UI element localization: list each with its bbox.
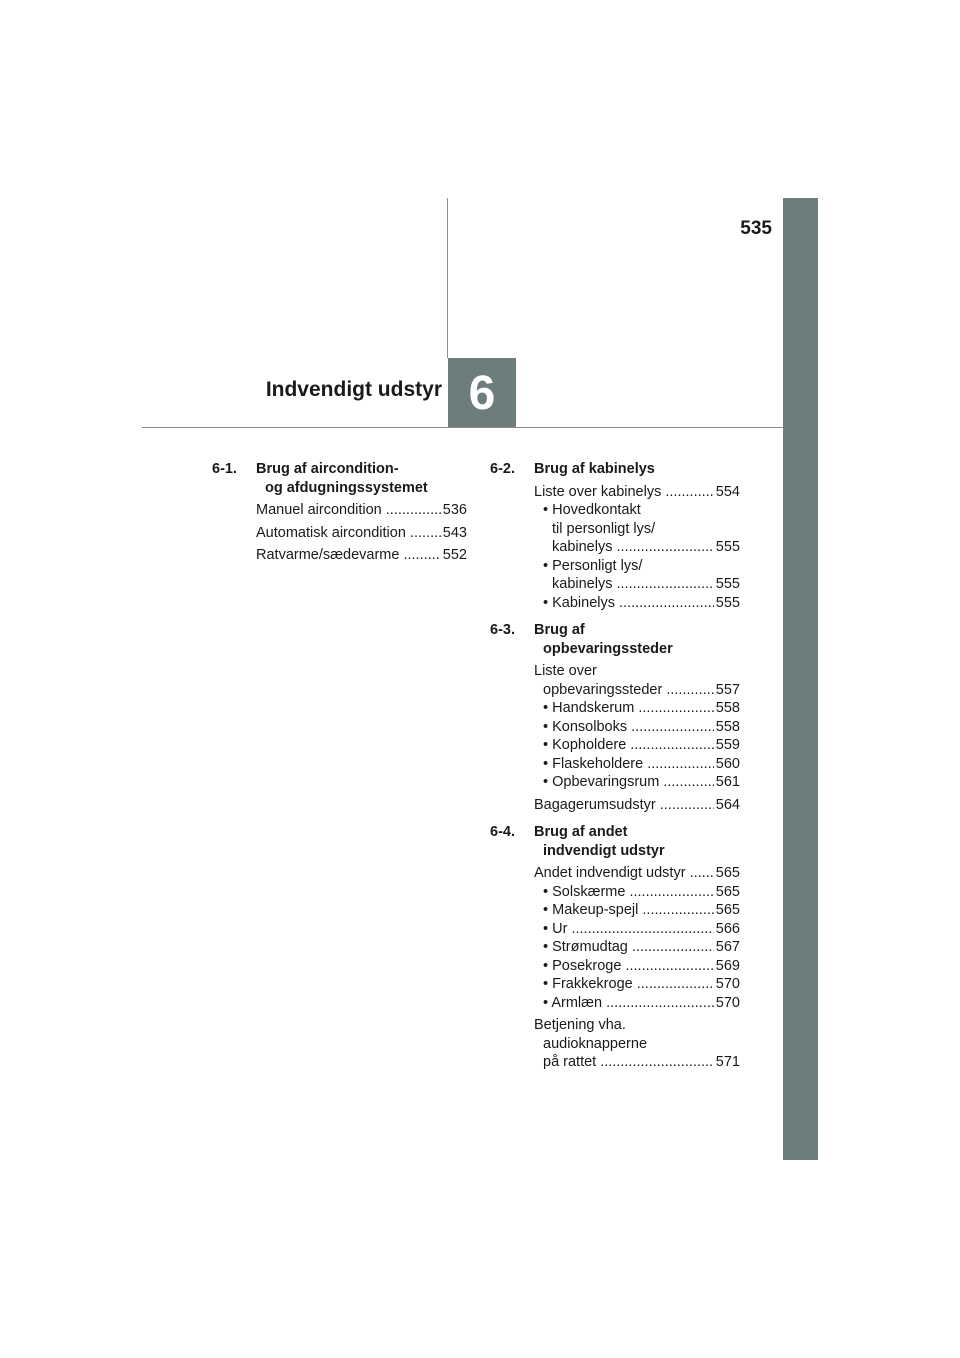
toc-sub-entry-title: • Konsolboks ..... (543, 718, 714, 737)
toc-sub-entry[interactable] (543, 883, 740, 902)
toc-sub-entry[interactable] (543, 975, 740, 994)
section-heading (490, 823, 740, 860)
section-title-line: Brug af (534, 622, 585, 638)
toc-entry-group (534, 662, 740, 814)
chapter-number-badge: 6 (448, 358, 516, 428)
section-heading (490, 460, 740, 479)
toc-sub-entry-title: • Posekroge ..... (543, 957, 714, 976)
chapter-side-tab (783, 198, 818, 1160)
toc-entry-title: Andet indvendigt udstyr ..... (534, 864, 714, 883)
toc-sub-entry-title: • Strømudtag ..... (543, 938, 714, 957)
toc-sub-entry-page: 570 (715, 976, 740, 992)
header-horizontal-rule (142, 427, 783, 428)
toc-entry-page: 557 (715, 681, 740, 698)
toc-sub-entry-page: 555 (715, 594, 740, 611)
toc-entry-group (534, 864, 740, 1072)
section-title-line: Brug af aircondition- (256, 461, 399, 477)
toc-sub-entry-title: kabinelys ..... (552, 575, 714, 594)
section-title: Brug af kabinelys (534, 461, 655, 477)
toc-entry-page: 552 (442, 547, 467, 563)
toc-column-right (490, 460, 740, 1081)
toc-sub-entry-title: • Makeup-spejl ..... (543, 901, 714, 920)
section-title (534, 621, 740, 658)
toc-sub-entry-title: • Ur ..... (543, 920, 714, 939)
toc-section-6-2 (490, 460, 740, 612)
toc-sub-entry[interactable] (543, 736, 740, 755)
toc-sub-entry-title: • Armlæn ..... (543, 994, 714, 1013)
toc-sub-entry[interactable] (543, 594, 740, 613)
toc-sub-entry-title: • Kopholdere ..... (543, 736, 714, 755)
section-heading (490, 621, 740, 658)
toc-entry-page: 565 (715, 865, 740, 881)
toc-entry[interactable] (534, 483, 740, 502)
toc-section-6-4 (490, 823, 740, 1072)
toc-sub-entry-title: • Solskærme ..... (543, 883, 714, 902)
page-number: 535 (740, 218, 772, 239)
section-title-line: og afdugningssystemet (265, 479, 428, 496)
toc-sub-entry[interactable] (543, 994, 740, 1013)
toc-entry[interactable] (534, 662, 740, 699)
toc-entry-title: opbevaringssteder ..... (543, 681, 714, 700)
section-title (534, 823, 740, 860)
toc-sub-entry-page: 559 (715, 737, 740, 753)
toc-section-6-1 (212, 460, 467, 565)
header-vertical-rule (447, 198, 448, 358)
toc-sub-entry[interactable] (543, 718, 740, 737)
toc-entry[interactable] (256, 546, 467, 565)
toc-sub-entry-line: til personligt lys/ (552, 520, 656, 537)
toc-sub-entry-page: 566 (715, 920, 740, 937)
toc-entry-line: Betjening vha. (534, 1017, 626, 1033)
toc-sub-entry-page: 558 (715, 700, 740, 716)
chapter-title: Indvendigt udstyr (265, 378, 442, 401)
toc-entry-page: 564 (715, 796, 740, 813)
toc-entry[interactable] (534, 796, 740, 815)
section-number: 6-4. (490, 824, 515, 840)
toc-entry-page: 543 (442, 524, 467, 541)
toc-sub-entry-page: 567 (715, 939, 740, 955)
toc-sub-entry[interactable] (543, 901, 740, 920)
toc-sub-entry[interactable] (543, 699, 740, 718)
toc-entry-line: Liste over (534, 663, 597, 679)
toc-sub-entry-page: 561 (715, 774, 740, 790)
toc-entry-page: 571 (715, 1054, 740, 1070)
toc-entry-title: Manuel aircondition ..... (256, 501, 441, 520)
section-number: 6-1. (212, 461, 237, 477)
toc-section-6-3 (490, 621, 740, 814)
toc-entry-title: Liste over kabinelys ..... (534, 483, 714, 502)
toc-sub-entry-page: 569 (715, 957, 740, 974)
toc-entry-page: 536 (442, 502, 467, 518)
toc-sub-entry[interactable] (543, 920, 740, 939)
toc-sub-entry[interactable] (543, 557, 740, 594)
toc-sub-entry-title: kabinelys ..... (552, 538, 714, 557)
toc-column-left (212, 460, 467, 574)
section-heading (212, 460, 467, 497)
toc-sub-entry-title: • Opbevaringsrum ..... (543, 773, 714, 792)
toc-sub-entry-page: 555 (715, 576, 740, 592)
toc-entry-title: Bagagerumsudstyr ..... (534, 796, 714, 815)
toc-sub-entry-page: 565 (715, 883, 740, 900)
toc-entry[interactable] (534, 1016, 740, 1072)
toc-sub-entry[interactable] (543, 957, 740, 976)
section-number: 6-2. (490, 461, 515, 477)
section-title (256, 460, 467, 497)
toc-entry[interactable] (534, 864, 740, 883)
toc-sub-entry-page: 570 (715, 994, 740, 1011)
toc-sub-entry-page: 558 (715, 718, 740, 735)
toc-sub-entry-title: • Handskerum ..... (543, 699, 714, 718)
toc-entry-line: audioknapperne (543, 1035, 648, 1052)
toc-entry-page: 554 (715, 483, 740, 500)
toc-sub-entry-page: 565 (715, 902, 740, 918)
toc-entry-title: Ratvarme/sædevarme ..... (256, 546, 441, 565)
toc-entry[interactable] (256, 524, 467, 543)
section-title-line: Brug af andet (534, 824, 628, 840)
toc-entry-title: Automatisk aircondition ..... (256, 524, 441, 543)
toc-entry-group (534, 483, 740, 613)
toc-sub-entry[interactable] (543, 938, 740, 957)
toc-sub-entry-title: • Flaskeholdere ..... (543, 755, 714, 774)
toc-entry-title: på rattet ..... (543, 1053, 714, 1072)
toc-entry[interactable] (256, 501, 467, 520)
toc-sub-entry-title: • Frakkekroge ..... (543, 975, 714, 994)
toc-sub-entry-line: • Personligt lys/ (543, 557, 740, 576)
toc-sub-entry[interactable] (543, 773, 740, 792)
toc-sub-entry[interactable] (543, 755, 740, 774)
toc-sub-entry-page: 560 (715, 755, 740, 772)
toc-sub-entry[interactable] (543, 501, 740, 557)
toc-sub-entry-title: • Kabinelys ..... (543, 594, 714, 613)
section-title-line: indvendigt udstyr (543, 842, 665, 859)
toc-sub-entry-line: • Hovedkontakt (543, 501, 740, 520)
toc-sub-entry-page: 555 (715, 539, 740, 555)
section-number: 6-3. (490, 622, 515, 638)
section-title-line: opbevaringssteder (543, 640, 673, 657)
